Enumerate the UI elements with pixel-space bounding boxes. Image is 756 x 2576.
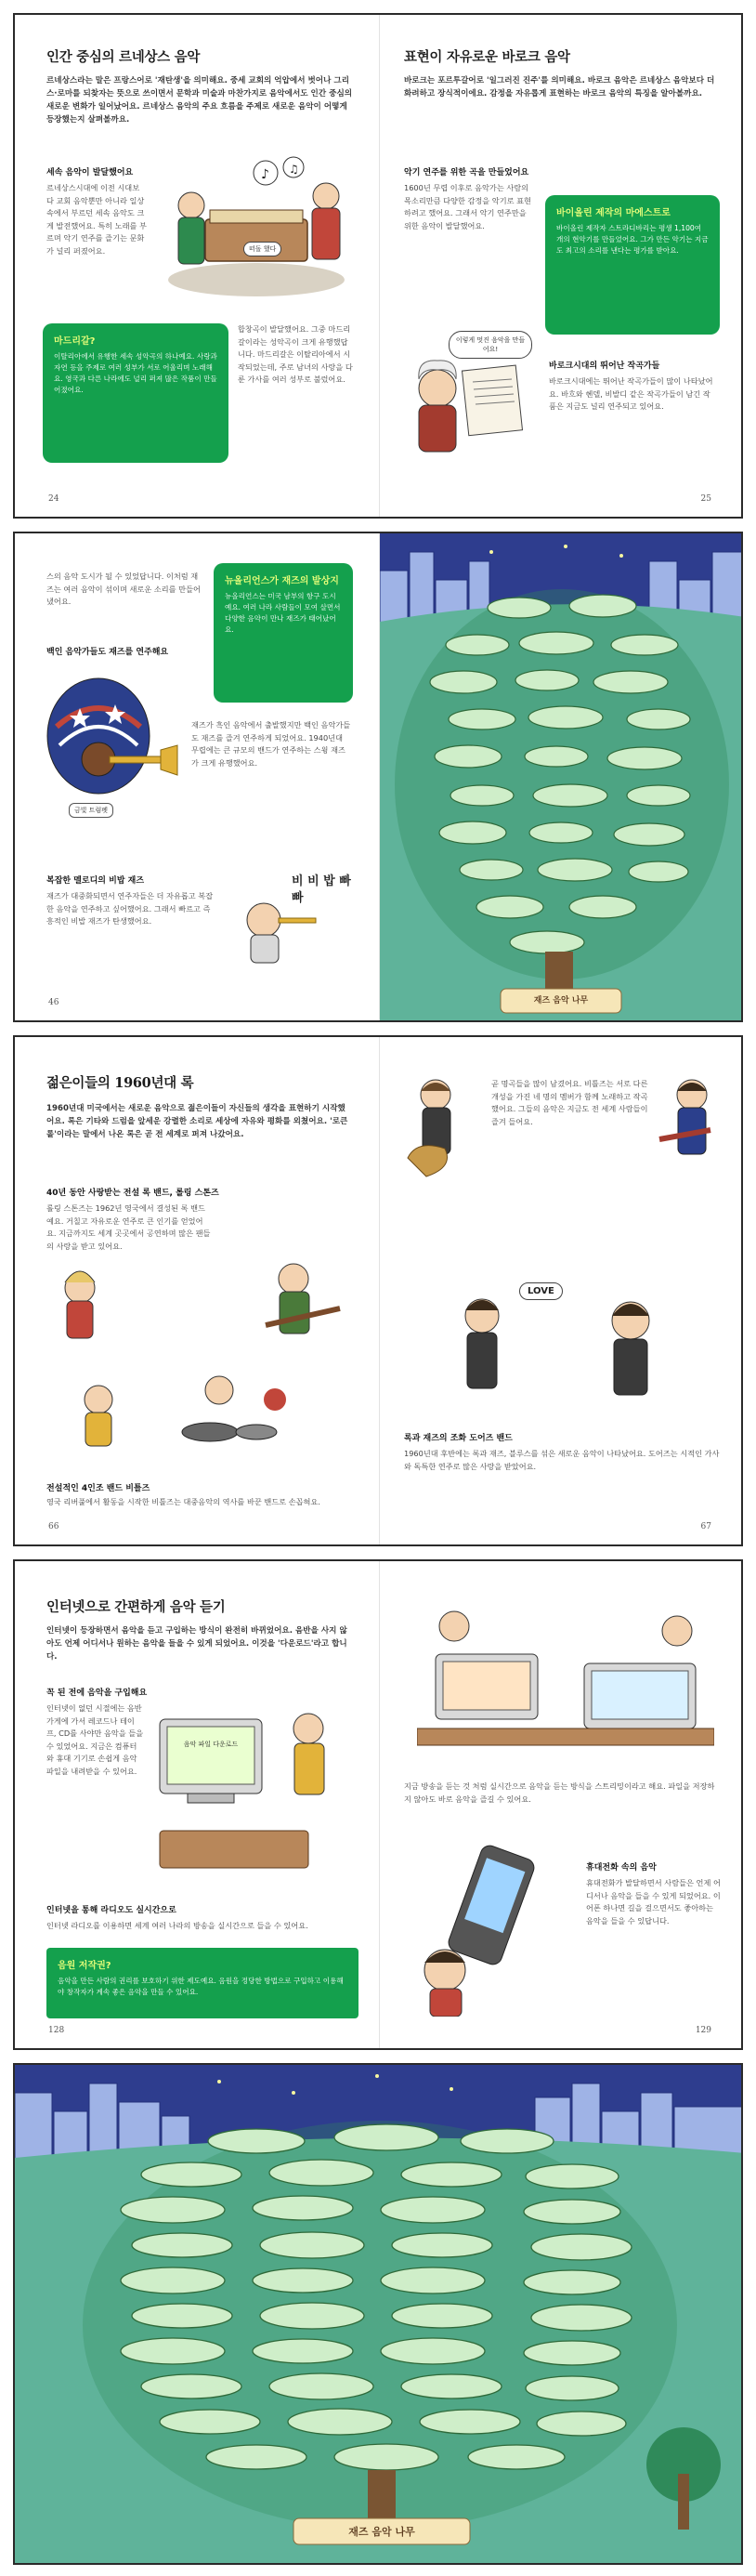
box-body: 이탈리아에서 유행한 세속 성악곡의 하나예요. 사랑과 자연 등을 주제로 여러 성부가 서로 어울리며 노래해요. 영국과 다른 나라에도 널리 퍼져 많은 작품이 만들어졌어요. (54, 352, 217, 394)
subheading-2: 바로크시대의 뛰어난 작곡가들 (549, 361, 660, 371)
phone-music-illustration (398, 1840, 566, 2017)
page-number: 128 (48, 2026, 65, 2035)
tree-banner: 재즈 음악 나무 (533, 996, 589, 1005)
svg-text:♫: ♫ (289, 163, 299, 176)
page-number: 67 (700, 1522, 711, 1531)
beatles-guitarist-illustration (655, 1074, 729, 1176)
bebop-sfx-illustration (227, 864, 357, 966)
body-text-2: 영국 리버풀에서 활동을 시작한 비틀즈는 대중음악의 역사를 바꾼 밴드로 손꼽혀요. (46, 1497, 320, 1506)
page-title: 인간 중심의 르네상스 음악 (46, 49, 201, 65)
box-title: 뉴올리언스가 재즈의 발상지 (225, 576, 339, 586)
computer-download-illustration (150, 1691, 355, 1877)
tree-banner: 재즈 음악 나무 (348, 2526, 415, 2538)
subheading: 꼭 된 전에 음악을 구입해요 (46, 1689, 148, 1698)
subheading: 휴대전화 속의 음악 (586, 1863, 657, 1873)
page-66 (15, 1037, 380, 1544)
beatles-group-illustration (417, 1269, 714, 1409)
body-text: 1600년 무렵 이후로 음악가는 사람의 목소리만큼 다양한 감정을 악기로 표현하려고 했어요. 그래서 악기 연주만을 위한 음악이 발달했어요. (404, 183, 531, 230)
baroque-composer-illustration (398, 331, 538, 461)
subheading: 세속 음악이 발달했어요 (46, 168, 134, 177)
body-text-2: 1960년대 후반에는 록과 재즈, 블루스를 섞은 새로운 음악이 나타났어요. 도어즈는 시적인 가사와 독특한 연주로 많은 사랑을 받았어요. (404, 1449, 720, 1471)
spread-3 (13, 1035, 743, 1546)
rolling-stones-illustration (43, 1260, 358, 1455)
page-number: 46 (48, 998, 59, 1007)
trumpet-player-illustration (43, 671, 182, 829)
lead-text: 1960년대 미국에서는 새로운 음악으로 젊은이들이 자신들의 생각을 표현하기 시작했어요. 록은 기타와 드럼을 앞세운 강렬한 소리로 세상에 자유와 평화를 외쳤어요. '로큰롤'이라는 말에서 나온 록은 곧 전 세계로 퍼져 나갔어요. (46, 1104, 348, 1139)
speech-love: LOVE (519, 1282, 563, 1300)
page-number: 66 (48, 1522, 59, 1531)
page-number: 25 (700, 494, 711, 504)
streaming-users-illustration (417, 1598, 714, 1756)
subheading-2: 인터넷을 통해 라디오도 실시간으로 (46, 1906, 176, 1915)
page-129 (380, 1561, 743, 2048)
jazz-tree-scene (380, 533, 743, 1020)
green-info-box (43, 323, 228, 463)
page-title: 표현이 자유로운 바로크 음악 (404, 49, 570, 65)
box-body: 바이올린 제작자 스트라디바리는 평생 1,100여 개의 현악기를 만들었어요. 그가 만든 악기는 지금도 최고의 소리를 낸다는 평가를 받아요. (556, 224, 709, 255)
spread-4 (13, 1559, 743, 2050)
speech-bubble: 떠돌 했다 (243, 242, 281, 256)
body-text-2: 바로크시대에는 뛰어난 작곡가들이 많이 나타났어요. 바흐와 헨델, 비발디 같은 작곡가들이 남긴 작품은 지금도 널리 연주되고 있어요. (549, 376, 713, 412)
body-text-2: 인터넷 라디오를 이용하면 세계 여러 나라의 방송을 실시간으로 들을 수 있어요. (46, 1921, 308, 1930)
renaissance-musicians-illustration (154, 154, 358, 303)
body-text: 롤링 스톤즈는 1962년 영국에서 결성된 록 밴드예요. 거칠고 자유로운 연주로 큰 인기를 얻었어요. 지금까지도 세계 곳곳에서 공연하며 많은 팬들의 사랑을 받고 있어요. (46, 1203, 211, 1251)
green-info-box (214, 563, 353, 703)
jazz-tree-scene-large (15, 2065, 741, 2563)
box-title: 바이올린 제작의 마에스트로 (556, 208, 671, 218)
green-info-box (46, 1948, 358, 2018)
lead-text: 르네상스라는 말은 프랑스어로 '재탄생'을 의미해요. 중세 교회의 억압에서 벗어나 그리스·로마를 되찾자는 뜻으로 쓰이면서 문학과 미술과 마찬가지로 음악에서도 인간 중심의 새로운 변화가 일어났어요. 르네상스 음악의 주요 흐름을 주제로 새로운 음악이 어떻게 등장했는지 살펴볼까요. (46, 76, 353, 125)
lead-text: 인터넷이 등장하면서 음악을 듣고 구입하는 방식이 완전히 바뀌었어요. 음반을 사지 않아도 언제 어디서나 원하는 음악을 들을 수 있게 되었어요. 이것을 '다운로드'라고 합니다. (46, 1626, 347, 1662)
page-number: 24 (48, 494, 59, 504)
page-25 (380, 15, 743, 517)
body-text-top: 스의 음악 도시가 될 수 있었답니다. 이처럼 재즈는 여러 음악이 섞이며 새로운 소리를 만들어 냈어요. (46, 572, 201, 607)
page-46 (15, 533, 380, 1020)
body-text-2: 휴대전화가 발달하면서 사람들은 언제 어디서나 음악을 들을 수 있게 되었어요. 이어폰 하나면 길을 걸으면서도 좋아하는 음악을 들을 수 있답니다. (586, 1878, 721, 1925)
body-text: 인터넷이 없던 시절에는 음반 가게에 가서 레코드나 테이프, CD를 사야만 음악을 들을 수 있었어요. 지금은 컴퓨터와 휴대 기기로 손쉽게 음악 파일을 내려받을 수 있어요. (46, 1703, 144, 1776)
spread-2 (13, 532, 743, 1022)
body-text: 곧 명곡들을 많이 남겼어요. 비틀즈는 서로 다른 개성을 가진 네 명의 멤버가 함께 노래하고 작곡했어요. 그들의 음악은 지금도 전 세계 사람들이 즐겨 들어요. (491, 1079, 648, 1126)
illustration-caption: 금빛 트럼펫 (69, 803, 113, 818)
full-tree-scene (13, 2063, 743, 2565)
box-title: 마드리갈? (54, 336, 96, 347)
screen-text: 음악 파일 다운로드 (183, 1741, 239, 1748)
speech-bubble: 이렇게 멋진 음악을 만들어요! (449, 331, 532, 359)
box-body: 뉴올리언스는 미국 남부의 항구 도시예요. 여러 나라 사람들이 모여 살면서 다양한 음악이 만나 재즈가 태어났어요. (225, 592, 341, 634)
subheading: 40년 동안 사랑받는 전설 록 밴드, 롤링 스톤즈 (46, 1189, 219, 1198)
page-128 (15, 1561, 380, 2048)
page-24 (15, 15, 380, 517)
body-text: 르네상스시대에 이전 시대보다 교회 음악뿐만 아니라 일상 속에서 부르던 세속 음악도 크게 발전했어요. 특히 노래를 부르며 악기 연주를 즐기는 문화가 널리 퍼졌어요. (46, 183, 147, 256)
subheading-2: 복잡한 멜로디의 비밥 재즈 (46, 876, 145, 886)
box-body: 음악을 만든 사람의 권리를 보호하기 위한 제도예요. 음원을 정당한 방법으로 구입하고 이용해야 창작자가 계속 좋은 음악을 만들 수 있어요. (58, 1977, 344, 1996)
body-text-2: 합창곡이 발달했어요. 그중 마드리갈이라는 성악곡이 크게 유행했답니다. 마드리갈은 이탈리아에서 시작되었는데, 주로 남녀의 사랑을 다룬 가사를 여러 성부로 불렀어요. (238, 324, 353, 385)
box-title: 음원 저작권? (58, 1961, 111, 1971)
svg-text:♪: ♪ (261, 167, 269, 182)
page-47-tree-scene (380, 533, 743, 1020)
body-text: 재즈가 흑인 음악에서 출발했지만 백인 음악가들도 재즈를 즐겨 연주하게 되었어요. 1940년대 무렵에는 큰 규모의 밴드가 연주하는 스윙 재즈가 크게 유행했어요. (191, 720, 351, 768)
page-67 (380, 1037, 743, 1544)
page-title: 젊은이들의 1960년대 록 (46, 1075, 194, 1091)
page-title: 인터넷으로 간편하게 음악 듣기 (46, 1599, 226, 1615)
subheading: 록과 재즈의 조화 도어즈 밴드 (404, 1434, 513, 1443)
body-text: 지금 방송을 듣는 것 처럼 실시간으로 음악을 듣는 방식을 스트리밍이라고 해요. 파일을 저장하지 않아도 바로 음악을 즐길 수 있어요. (404, 1781, 715, 1804)
spread-1 (13, 13, 743, 519)
body-text-2: 재즈가 대중화되면서 연주자들은 더 자유롭고 복잡한 음악을 연주하고 싶어했어요. 그래서 빠르고 즉흥적인 비밥 재즈가 탄생했어요. (46, 891, 214, 927)
page-number: 129 (695, 2026, 711, 2035)
subheading: 악기 연주를 위한 곡을 만들었어요 (404, 168, 529, 177)
beatles-illustration-top (398, 1074, 491, 1186)
subheading-2: 전설적인 4인조 밴드 비틀즈 (46, 1484, 150, 1493)
lead-text: 바로크는 포르투갈어로 '일그러진 진주'를 의미해요. 바로크 음악은 르네상스 음악보다 더 화려하고 장식적이에요. 감정을 자유롭게 표현하는 바로크 음악의 특징을 알아볼까요. (404, 76, 715, 99)
subheading: 백인 음악가들도 재즈를 연주해요 (46, 648, 169, 657)
sound-effect-text: 비 비 밥 빠 빠 (292, 874, 351, 905)
green-info-box (545, 195, 720, 335)
